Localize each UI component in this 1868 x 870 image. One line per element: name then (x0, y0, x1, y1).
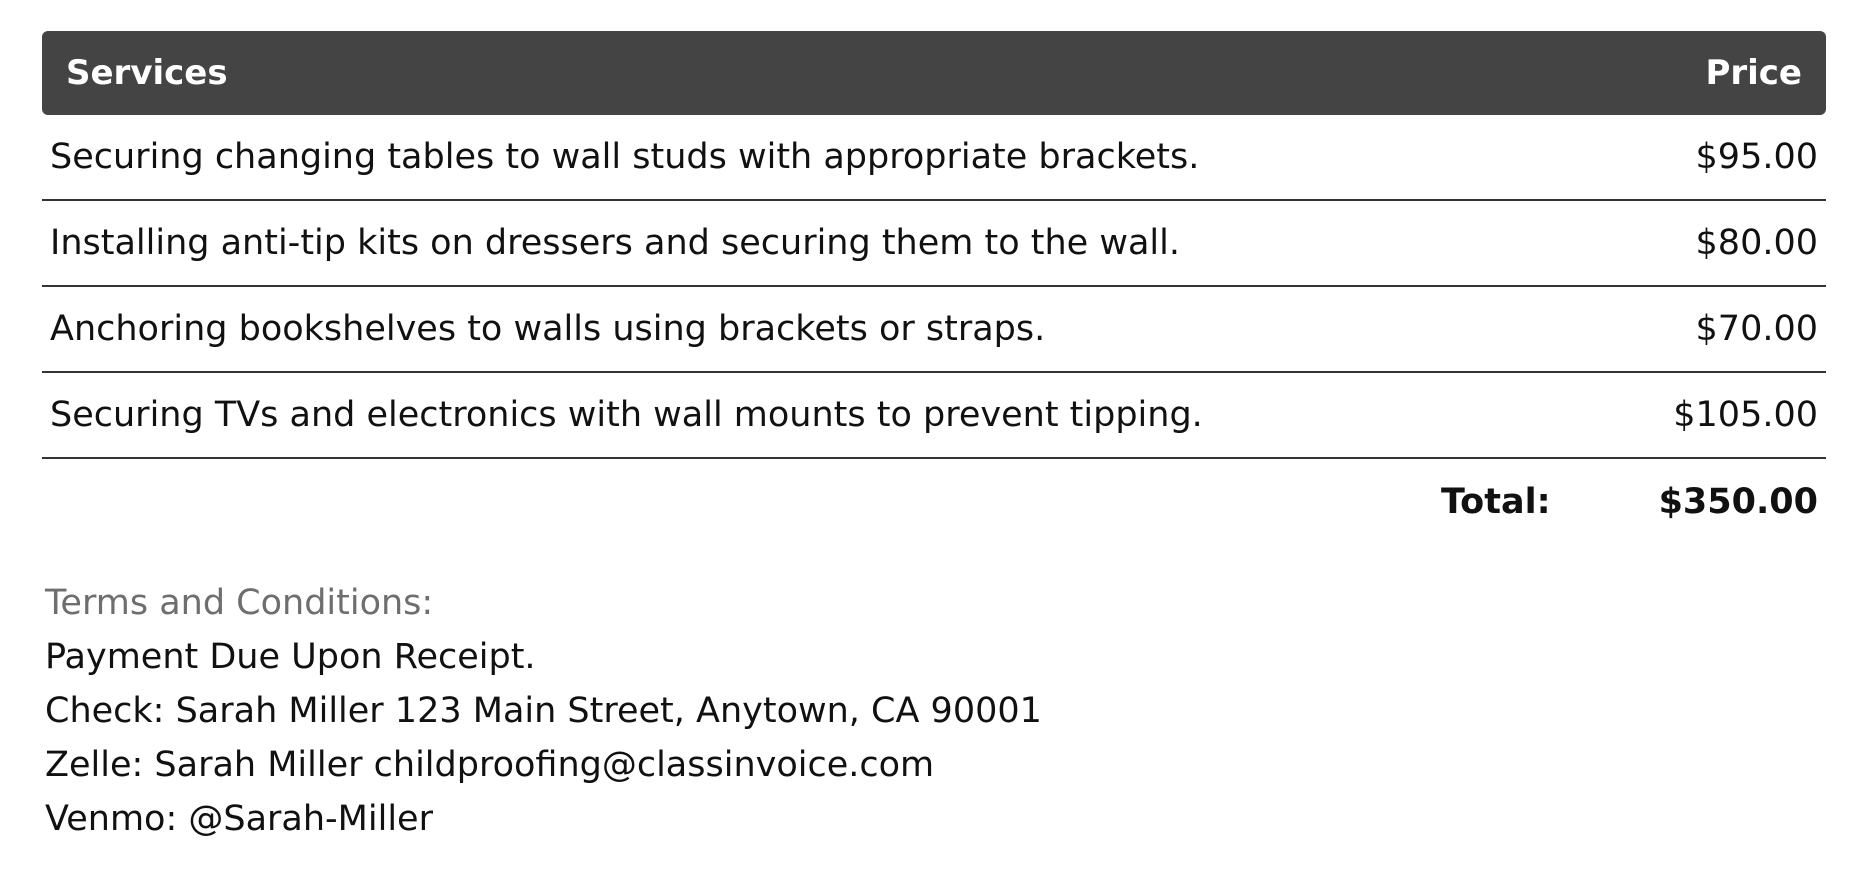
service-price: $105.00 (1673, 395, 1818, 435)
terms-venmo-details: Venmo: @Sarah-Miller (45, 799, 433, 839)
service-price: $80.00 (1695, 223, 1818, 263)
service-description: Installing anti-tip kits on dressers and securing them to the wall. (50, 223, 1180, 263)
table-row (42, 373, 1826, 459)
service-price: $95.00 (1695, 137, 1818, 177)
table-row (42, 201, 1826, 287)
total-label: Total: (1440, 482, 1551, 522)
terms-zelle-details: Zelle: Sarah Miller childproofing@classinvoice.com (45, 745, 935, 785)
total-value: $350.00 (1658, 482, 1818, 522)
services-table (42, 31, 1826, 545)
service-price: $70.00 (1695, 309, 1818, 349)
table-row (42, 287, 1826, 373)
terms-payment-due: Payment Due Upon Receipt. (45, 637, 536, 677)
service-description: Securing changing tables to wall studs with appropriate brackets. (50, 137, 1200, 177)
services-column-header: Services (66, 53, 228, 93)
terms-title: Terms and Conditions: (45, 583, 434, 623)
service-description: Securing TVs and electronics with wall mounts to prevent tipping. (50, 395, 1203, 435)
table-row (42, 115, 1826, 201)
table-header (42, 31, 1826, 115)
price-column-header: Price (1705, 53, 1802, 93)
total-row (42, 459, 1826, 545)
terms-check-details: Check: Sarah Miller 123 Main Street, Anytown, CA 90001 (45, 691, 1042, 731)
service-description: Anchoring bookshelves to walls using brackets or straps. (50, 309, 1046, 349)
terms-section (45, 576, 1042, 846)
